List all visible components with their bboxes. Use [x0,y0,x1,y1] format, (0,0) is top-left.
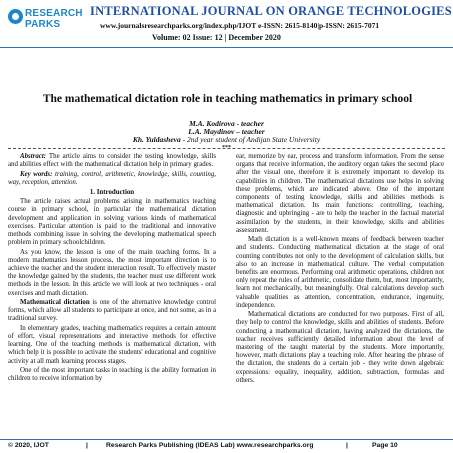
term-math-dictation: Mathematical dictation [20,299,90,307]
footer-publisher: Research Parks Publishing (IDEAS Lab) www.researchparks.org [106,442,314,449]
logo-mark-icon [8,9,23,24]
paper-title: The mathematical dictation role in teaching mathematics in primary school [42,93,413,105]
paragraph [8,299,216,324]
header-rule [0,47,453,48]
section-heading: 1. Introduction [89,189,135,196]
footer-separator: | [346,442,348,449]
footer-page-number: Page 10 [372,442,398,449]
left-column [8,153,216,385]
author-3-affiliation: - 2nd year student of Andijan State University [180,135,321,144]
paragraph: Mathematical dictations are conducted for two purposes. First of all, they help to control the knowledge, skills and abilities of students. Before conducting a mathematical dictation, having analyzed the dictations, the teacher receives sufficiently detailed information about the level of mastering of the taught material by the students. More importantly, however, math dictations play a teaching role. After hearing the phrase of the dictation, the students do a certain job - they write down algebraic expressions: equality, inequality, addition, subtraction, formulas and others. [236,311,444,384]
keywords-label: Key words: [20,170,53,178]
abstract-text: The article aims to consider the testing knowledge, skills and abilities effect with the mathematical dictation help in primary grades. [8,153,216,169]
author-2: L.A. Maydinov – teacher [188,127,265,136]
paragraph: In elementary grades, teaching mathematics requires a certain amount of effort, visual representations and interactive methods for effective learning. One of the teaching methods is mathematical dictation, with which help it is possible to activate the students' educational and cognitive activity at all math learning process stages. [8,324,216,365]
paragraph: ear, memorize by ear, process and transform information. From the sense organs that receive information, the auditory organ takes the second place after the visual one, therefore it is extremely important to develop its capabilities in children. The mathematical dictations use helps in solving these problems, which are indicated above. One of the important components of testing knowledge, skills and abilities methods is mathematical dictation. Its main functions: controlling, teaching, diagnostic and upbringing - are to help the teacher in the factual material assimilation by the students, in their knowledge, skills and abilities assessment. [236,153,444,234]
separator-stars: *** [222,145,231,151]
page-footer [0,440,453,453]
paragraph-text: is one of the alternative knowledge control forms, which allow all students to participate at once, and not some, as in a traditional survey. [8,299,217,323]
journal-header [0,0,453,52]
right-column [236,153,444,386]
paragraph: As you know, the lesson is one of the main teaching forms. In a modern mathematics lesson process, the most important direction is to achieve the teacher and the student interaction result. To effectively master the knowledge gained by the students, the teacher must use different work methods in the lesson. In this article we will look at two techniques - oral exercises and math dictation. [8,248,216,297]
author-1: M.A. Kodirova - teacher [189,119,264,128]
keywords [8,171,216,187]
footer-separator: | [86,442,88,449]
author-3-name: Kh. Yuldasheva [132,135,181,144]
research-parks-logo [8,6,83,46]
journal-volume: Volume: 02 Issue: 12 | December 2020 [152,33,281,42]
logo-text-2: PARKS [25,19,61,30]
logo-text-1: RESEARCH [25,8,83,19]
abstract [8,153,216,169]
footer-copyright: © 2020, IJOT [8,442,49,449]
journal-title: INTERNATIONAL JOURNAL ON ORANGE TECHNOLOGIES [90,4,452,18]
paragraph: The article raises actual problems arising in mathematics teaching course in primary school, in particular the mathematical dictation development and application in solving various kinds of mathematical exercises. Particular attention is paid to the traditional and innovative methods combining issue in solving the developing mathematical speech problem in primary schoolchildren. [8,198,216,247]
journal-url: www.journalsresearchparks.org/index.php/IJOT e-ISSN: 2615-8140|p-ISSN: 2615-7071 [100,21,380,30]
paragraph: Math dictation is a well-known means of feedback between teacher and students. Conducting mathematical dictation at the stage of oral counting contributes not only to the development of calculation skills, but also to an increase in mathematical culture. The verbal computation benefits are enormous. Performing oral arithmetic operations, children not only repeat the rules of arithmetic, consolidate them, but, most importantly, learn not mechanically, but meaningfully. Oral calculations develop such valuable qualities as attention, concentration, endurance, ingenuity, independence. [236,236,444,309]
paragraph: One of the most important tasks in teaching is the ability formation in children to receive information by [8,367,216,383]
keywords-text: training, control, arithmetic, knowledge, skills, counting, way, reception, attention. [8,170,216,186]
abstract-label: Abstract: [20,153,47,160]
